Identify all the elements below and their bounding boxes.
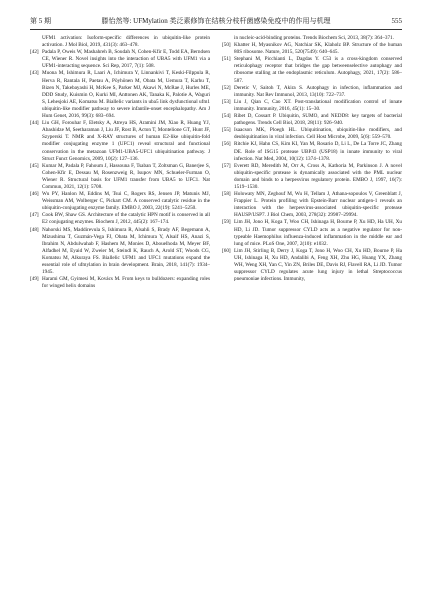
reference-entry	[222, 85, 402, 99]
reference-entry	[30, 163, 210, 191]
reference-number: [54]	[222, 113, 231, 120]
reference-entry	[30, 276, 210, 290]
reference-entry	[30, 191, 210, 212]
reference-entry	[30, 120, 210, 163]
reference-entry	[222, 113, 402, 127]
reference-number: [60]	[222, 247, 231, 254]
reference-number: [59]	[222, 219, 231, 226]
reference-text: Ribet D, Cossart P. Ubiquitin, SUMO, and NEDD8: key targets of bacterial pathogens. Trends Cell Biol, 2018, 28(11): 926–940.	[234, 113, 402, 127]
reference-number: [51]	[222, 56, 231, 63]
reference-entry	[222, 248, 402, 283]
reference-entry	[30, 227, 210, 277]
reference-text: Khatter H, Myasnikov AG, Natchiar SK, Klaholz BP. Structure of the human 80S ribosome. Nature, 2015, 520(7549): 640–645.	[234, 42, 402, 56]
reference-entry	[222, 141, 402, 162]
reference-number: [56]	[222, 141, 231, 148]
reference-number: [43]	[30, 70, 39, 77]
reference-text: Everett RD, Meredith M, Orr A, Cross A, Kathoria M, Parkinson J. A novel ubiquitin-specific protease is dynamically associated with the PML nuclear domain and binds to a herpesvirus regulatory protein. EMBO J, 1997, 16(7): 1519–1530.	[234, 162, 402, 190]
reference-text: Wu PY, Hanlon M, Eddins M, Tsui C, Rogers RS, Jensen JP, Matunis MJ, Weissman AM, Wolberger C, Pickart CM. A conserved catalytic residue in the ubiquitin-conjugating enzyme family. EMBO J, 2003, 22(19): 5241–5250.	[42, 191, 210, 212]
reference-number: [48]	[30, 226, 39, 233]
reference-number: [57]	[222, 162, 231, 169]
reference-number: [42]	[30, 49, 39, 56]
reference-text: Stephani M, Picchianti L, Dagdas Y. C53 is a cross-kingdom conserved reticulophagy receptor that bridges the gap betweenselective autophagy and ribosome stalling at the endoplasmic reticulum. Autophagy, 2021, 17(2): 586–587.	[234, 56, 402, 84]
reference-number: [44]	[30, 120, 39, 127]
reference-entry	[30, 49, 210, 70]
issue-number: 第 5 期	[30, 17, 51, 25]
reference-text: Deretic V, Saitoh T, Akira S. Autophagy in infection, inflammation and immunity. Nat Rev Immunol, 2013, 13(10): 722–737.	[234, 84, 402, 98]
reference-entry	[222, 191, 402, 219]
reference-number: [55]	[222, 127, 231, 134]
reference-entry	[222, 42, 402, 56]
reference-text: Holowaty MN, Zeghouf M, Wu H, Tellam J, Athana-sopoulos V, Greenblatt J, Frappier L. Protein profiling with Epstein-Barr nuclear antigen-1 reveals an interaction with the herpesvirus-associated ubiquitin-specific protease HAUSP/USP7. J Biol Chem, 2003, 278(32): 29987–29994.	[234, 191, 402, 219]
reference-number: [45]	[30, 162, 39, 169]
reference-entry	[222, 219, 402, 247]
reference-entry	[222, 163, 402, 191]
reference-entry	[30, 35, 210, 49]
reference-text: Isaacson MK, Ploegh HL. Ubiquitination, ubiquitin-like modifiers, and deubiquitination in viral infection. Cell Host Microbe, 2009, 5(6): 559–570.	[234, 127, 402, 141]
header-rule	[30, 29, 402, 30]
running-title: 滕怡然等: UFMylation 类泛素修饰在结核分枝杆菌感染免疫中的作用与机理	[101, 17, 331, 25]
reference-number: [52]	[222, 84, 231, 91]
reference-text: Padala P, Oweis W, Mashahreh B, Soudah N, Cohen-Kfir E, Todd EA, Berndsen CE, Wiener R. Novel insights into the interaction of UBA5 with UFM1 via a UFM1-interacting sequence. Sci Rep, 2017, 7(1): 508.	[42, 49, 210, 70]
reference-number: [46]	[30, 191, 39, 198]
reference-number: [53]	[222, 98, 231, 105]
reference-text: Liu GH, Forouhar F, Eletsky A, Atreya HS, Aramini JM, Xiao R, Huang YJ, Abashidze M, Seetharaman J, Liu JF, Rost B, Acton T, Montelione GT, Hunt JF, Szyperski T. NMR and X-RAY structures of human E2-like ubiquitin-fold modifier conjugating enzyme 1 (UFC1) reveal structural and functional conservation in the metazoan UFM1-UBA5-UFC1 ubiquitination pathway. J Struct Funct Genomics, 2009, 10(2): 127–136.	[42, 120, 210, 162]
reference-number: [50]	[222, 42, 231, 49]
reference-text: Kumar M, Padala P, Fahoum J, Hassouna F, Tsaban T, Zoltsman G, Banerjee S, Cohen-Kfir E, Dessau M, Rosenzweig R, Isupov MN, Schueler-Furman O, Wiener R. Structural basis for UFM1 transfer from UBA5 to UFC1. Nat Commun, 2021, 12(1): 5708.	[42, 162, 210, 190]
reference-entry	[222, 56, 402, 84]
reference-number: [47]	[30, 212, 39, 219]
reference-text: Cook BW, Shaw GS. Architecture of the catalytic HPN motif is conserved in all E2 conjugating enzymes. Biochem J, 2012, 445(2): 167–174.	[42, 212, 210, 226]
reference-text: Ritchie KJ, Hahn CS, Kim KI, Yan M, Rosario D, Li L, De La Torre JC, Zhang DE. Role of ISG15 protease UBP43 (USP18) in innate immunity to viral infection. Nat Med, 2004, 10(12): 1374–1378.	[234, 141, 402, 162]
reference-entry	[222, 99, 402, 113]
running-header	[30, 14, 402, 28]
reference-entry	[222, 127, 402, 141]
reference-number: [58]	[222, 191, 231, 198]
reference-column-right	[222, 35, 402, 283]
reference-text: Harami GM, Gyimesi M, Kovács M. From keys to bulldozers: expanding roles for winged helix domains	[42, 276, 210, 290]
reference-text: Muona M, Ishimura R, Laari A, Ichimura Y, Linnankivi T, Keski-Filppula R, Herva R, Rantala H, Paetau A, Pöyhönen M, Obata M, Uemura T, Karhu T, Bizen N, Takebayashi H, McKee S, Parker MJ, Akawi N, McRae J, Hurles ME, DDD Study, Kuismin O, Kurki MI, Anttonen AK, Tanaka K, Palotie A, Waguri S, Lehesjoki AE, Komatsu M. Biallelic variants in uba5 link dysfunctional ufm1 ubiquitin-like modifier pathway to severe infantile-onset encephalopathy. Am J Hum Genet, 2016, 99(3): 683–694.	[42, 70, 210, 120]
reference-text: UFM1 activation: Isoform-specific differences in ubiquitin-like protein activation. J Mol Biol, 2019, 431(3): 463–478.	[42, 35, 210, 49]
reference-text: Lim JH, Stirling B, Derry J, Koga T, Jono H, Woo CH, Xu HD, Bourne P, Ha UH, Ishinaga H, Xu HD, Andalibi A, Feng XH, Zhu HG, Huang YX, Zhang WH, Weng XH, Yan C, Yin ZN, Briles DE, Davis RJ, Flavell RA, Li JD. Tumor suppressor CYLD regulates acute lung injury in lethal Streptococcus pneumoniae infections. Immunity,	[234, 247, 402, 283]
reference-text: Lim JH, Jono H, Koga T, Woo CH, Ishinaga H, Bourne P, Xu HD, Ha UH, Xu HD, Li JD. Tumor suppressor CYLD acts as a negative regulator for non-typeable Haemophilus influenza-induced inflammation in the middle ear and lung of mice. PLoS One, 2007, 2(10): e1032.	[234, 219, 402, 247]
reference-text: Nahorski MS, Maddirevula S, Ishimura R, Alsahli S, Brady AF, Begemann A, Mizushima T, Guzmán-Vega FJ, Obata M, Ichimura Y, Alsaif HS, Anazi S, Ibrahim N, Abdulwahab F, Hashem M, Monies D, Abouelhoda M, Meyer BF, Alfadhel M, Eyaid W, Zweier M, Steindl K, Rauch A, Arold ST, Woods CG, Komatsu M, Alkuraya FS. Biallelic UFM1 and UFC1 mutations expand the essential role of ufmylation in brain development. Brain, 2018, 141(7): 1934–1945.	[42, 226, 210, 276]
reference-number: [49]	[30, 276, 39, 283]
page-number: 555	[391, 17, 402, 25]
reference-text: in nucleic-acid-binding proteins. Trends Biochem Sci, 2013, 38(7): 364–371.	[234, 35, 394, 41]
reference-text: Liu J, Qian C, Cao XT. Post-translational modification control of innate immunity. Immunity, 2016, 45(1): 15–30.	[234, 98, 402, 112]
reference-column-left	[30, 35, 210, 290]
reference-entry	[30, 70, 210, 120]
reference-entry	[30, 212, 210, 226]
